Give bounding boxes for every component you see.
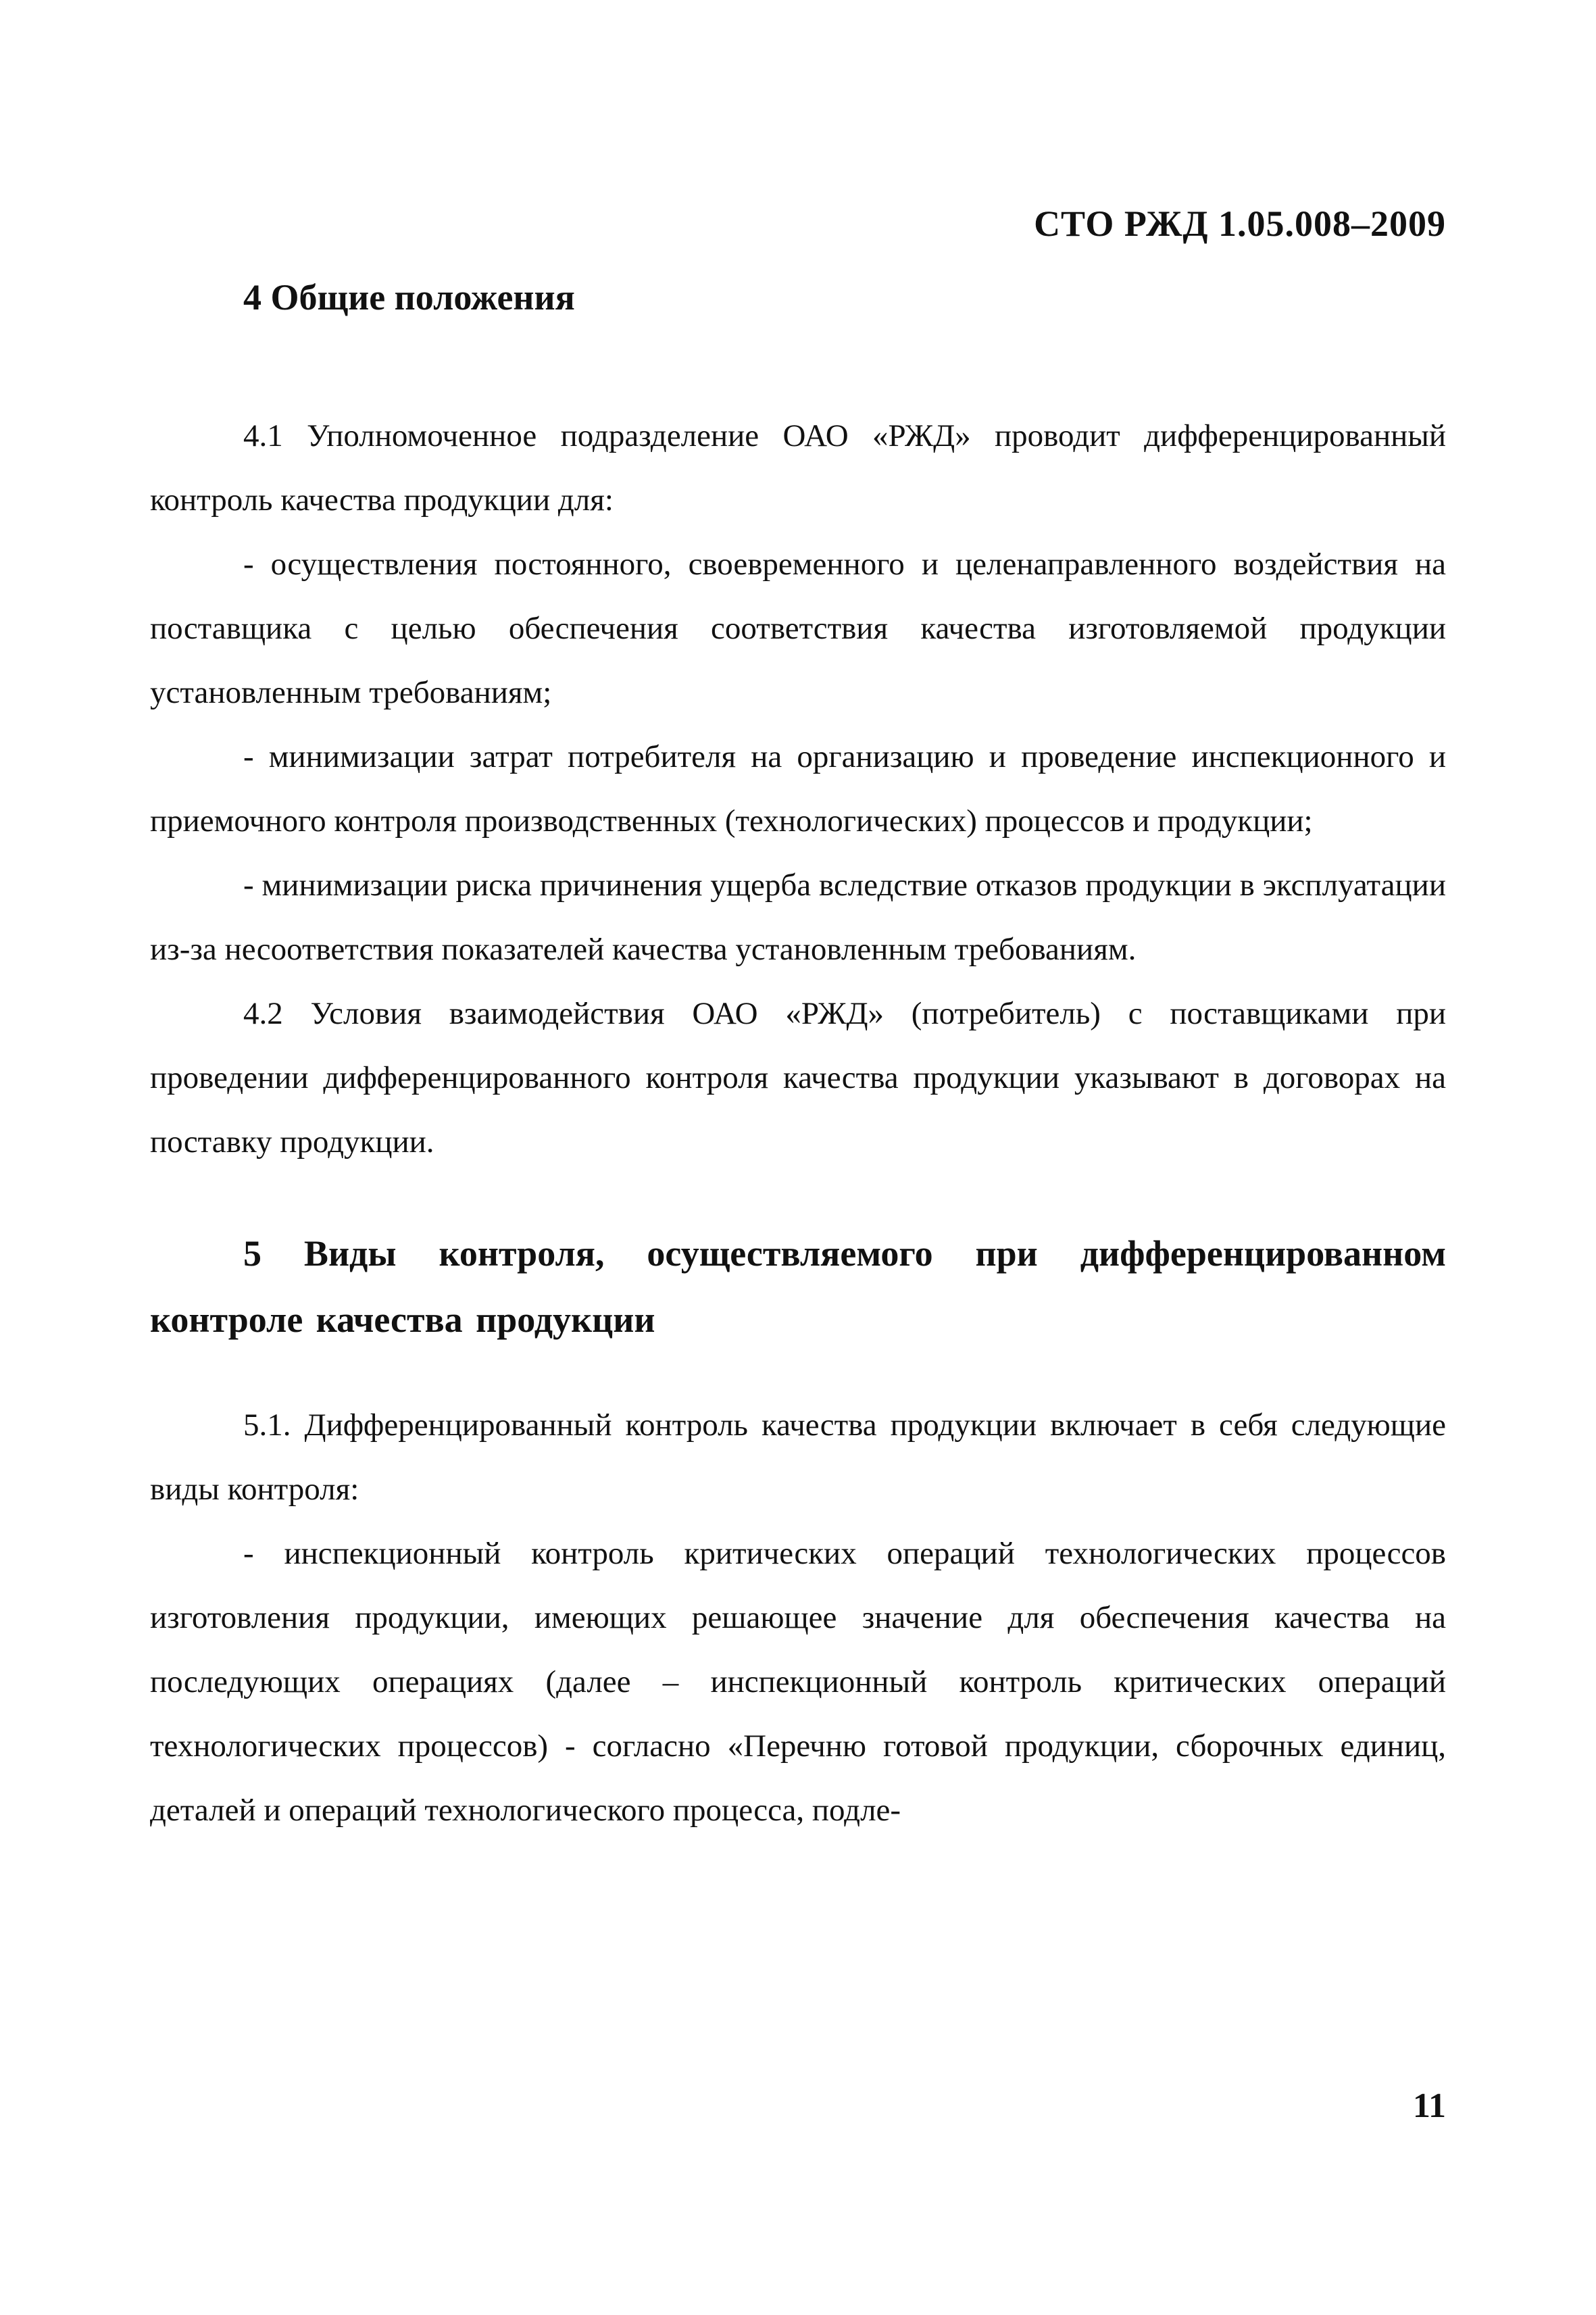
document-code: СТО РЖД 1.05.008–2009 [1034,203,1446,244]
paragraph-5-1: 5.1. Дифференцированный контроль качества продукции включает в себя следующие виды контроля: [150,1408,1446,1507]
page-number: 11 [1412,2087,1446,2125]
list-item-minimize-risk: - минимизации риска причинения ущерба вследствие отказов продукции в эксплуатации из-за несоответствия показателей качества установленным требованиям. [150,868,1446,967]
list-item-inspection-control: - инспекционный контроль критических операций технологических процессов изготовления продукции, имеющих решающее значение для обеспечения качества на последующих операциях (далее – инспекционный контроль критических операций технологических процессов) - согласно «Перечню готовой продукции, сборочных единиц, деталей и операций технологического процесса, подле- [150,1536,1446,1828]
paragraph-4-1: 4.1 Уполномоченное подразделение ОАО «РЖД» проводит дифференцированный контроль качества продукции для: [150,418,1446,518]
list-item-continuous-impact: - осуществления постоянного, своевременного и целенаправленного воздействия на поставщика с целью обеспечения соответствия качества изготовляемой продукции установленным требованиям; [150,547,1446,710]
list-item-minimize-costs: - минимизации затрат потребителя на организацию и проведение инспекционного и приемочного контроля производственных (технологических) процессов и продукции; [150,739,1446,839]
paragraph-4-2: 4.2 Условия взаимодействия ОАО «РЖД» (потребитель) с поставщиками при проведении дифференцированного контроля качества продукции указывают в договорах на поставку продукции. [150,996,1446,1160]
section-5-heading: 5 Виды контроля, осуществляемого при дифференцированном контроле качества продукции [150,1233,1446,1340]
section-4-heading: 4 Общие положения [243,277,575,318]
page-body [150,264,1446,1843]
